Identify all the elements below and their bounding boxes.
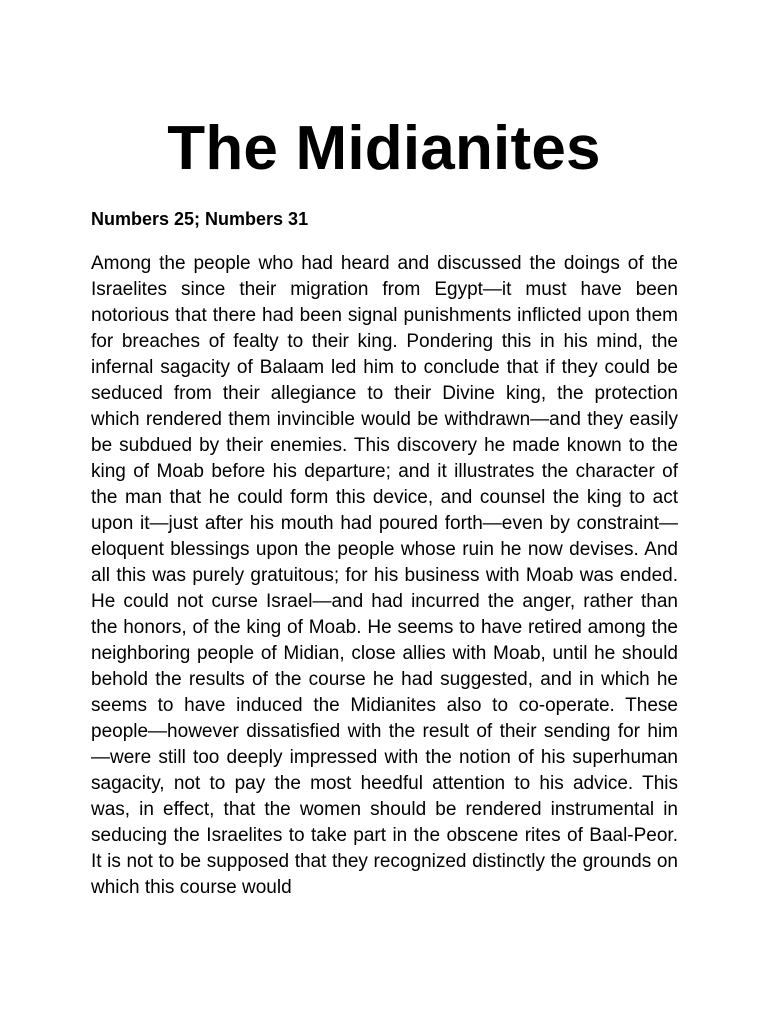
- page-title: The Midianites: [167, 114, 601, 183]
- body-paragraph: Among the people who had heard and discussed the doings of the Israelites since their migration from Egypt—it must have been notorious that there had been signal punishments inflicted upon them for breaches of fealty to their king. Pondering this in his mind, the infernal sagacity of Balaam led him to conclude that if they could be seduced from their allegiance to their Divine king, the protection which rendered them invincible would be withdrawn—and they easily be subdued by their enemies. This discovery he made known to the king of Moab before his departure; and it illustrates the character of the man that he could form this device, and counsel the king to act upon it—just after his mouth had poured forth—even by constraint—eloquent blessings upon the people whose ruin he now devises. And all this was purely gratuitous; for his business with Moab was ended. He could not curse Israel—and had incurred the anger, rather than the honors, of the king of Moab. He seems to have retired among the neighboring people of Midian, close allies with Moab, until he should behold the results of the course he had suggested, and in which he seems to have induced the Midianites also to co-operate. These people—however dissatisfied with the result of their sending for him—were still too deeply impressed with the notion of his superhuman sagacity, not to pay the most heedful attention to his advice. This was, in effect, that the women should be rendered instrumental in seducing the Israelites to take part in the obscene rites of Baal-Peor. It is not to be supposed that they recognized distinctly the grounds on which this course would: [91, 253, 678, 898]
- scripture-reference: Numbers 25; Numbers 31: [91, 209, 309, 229]
